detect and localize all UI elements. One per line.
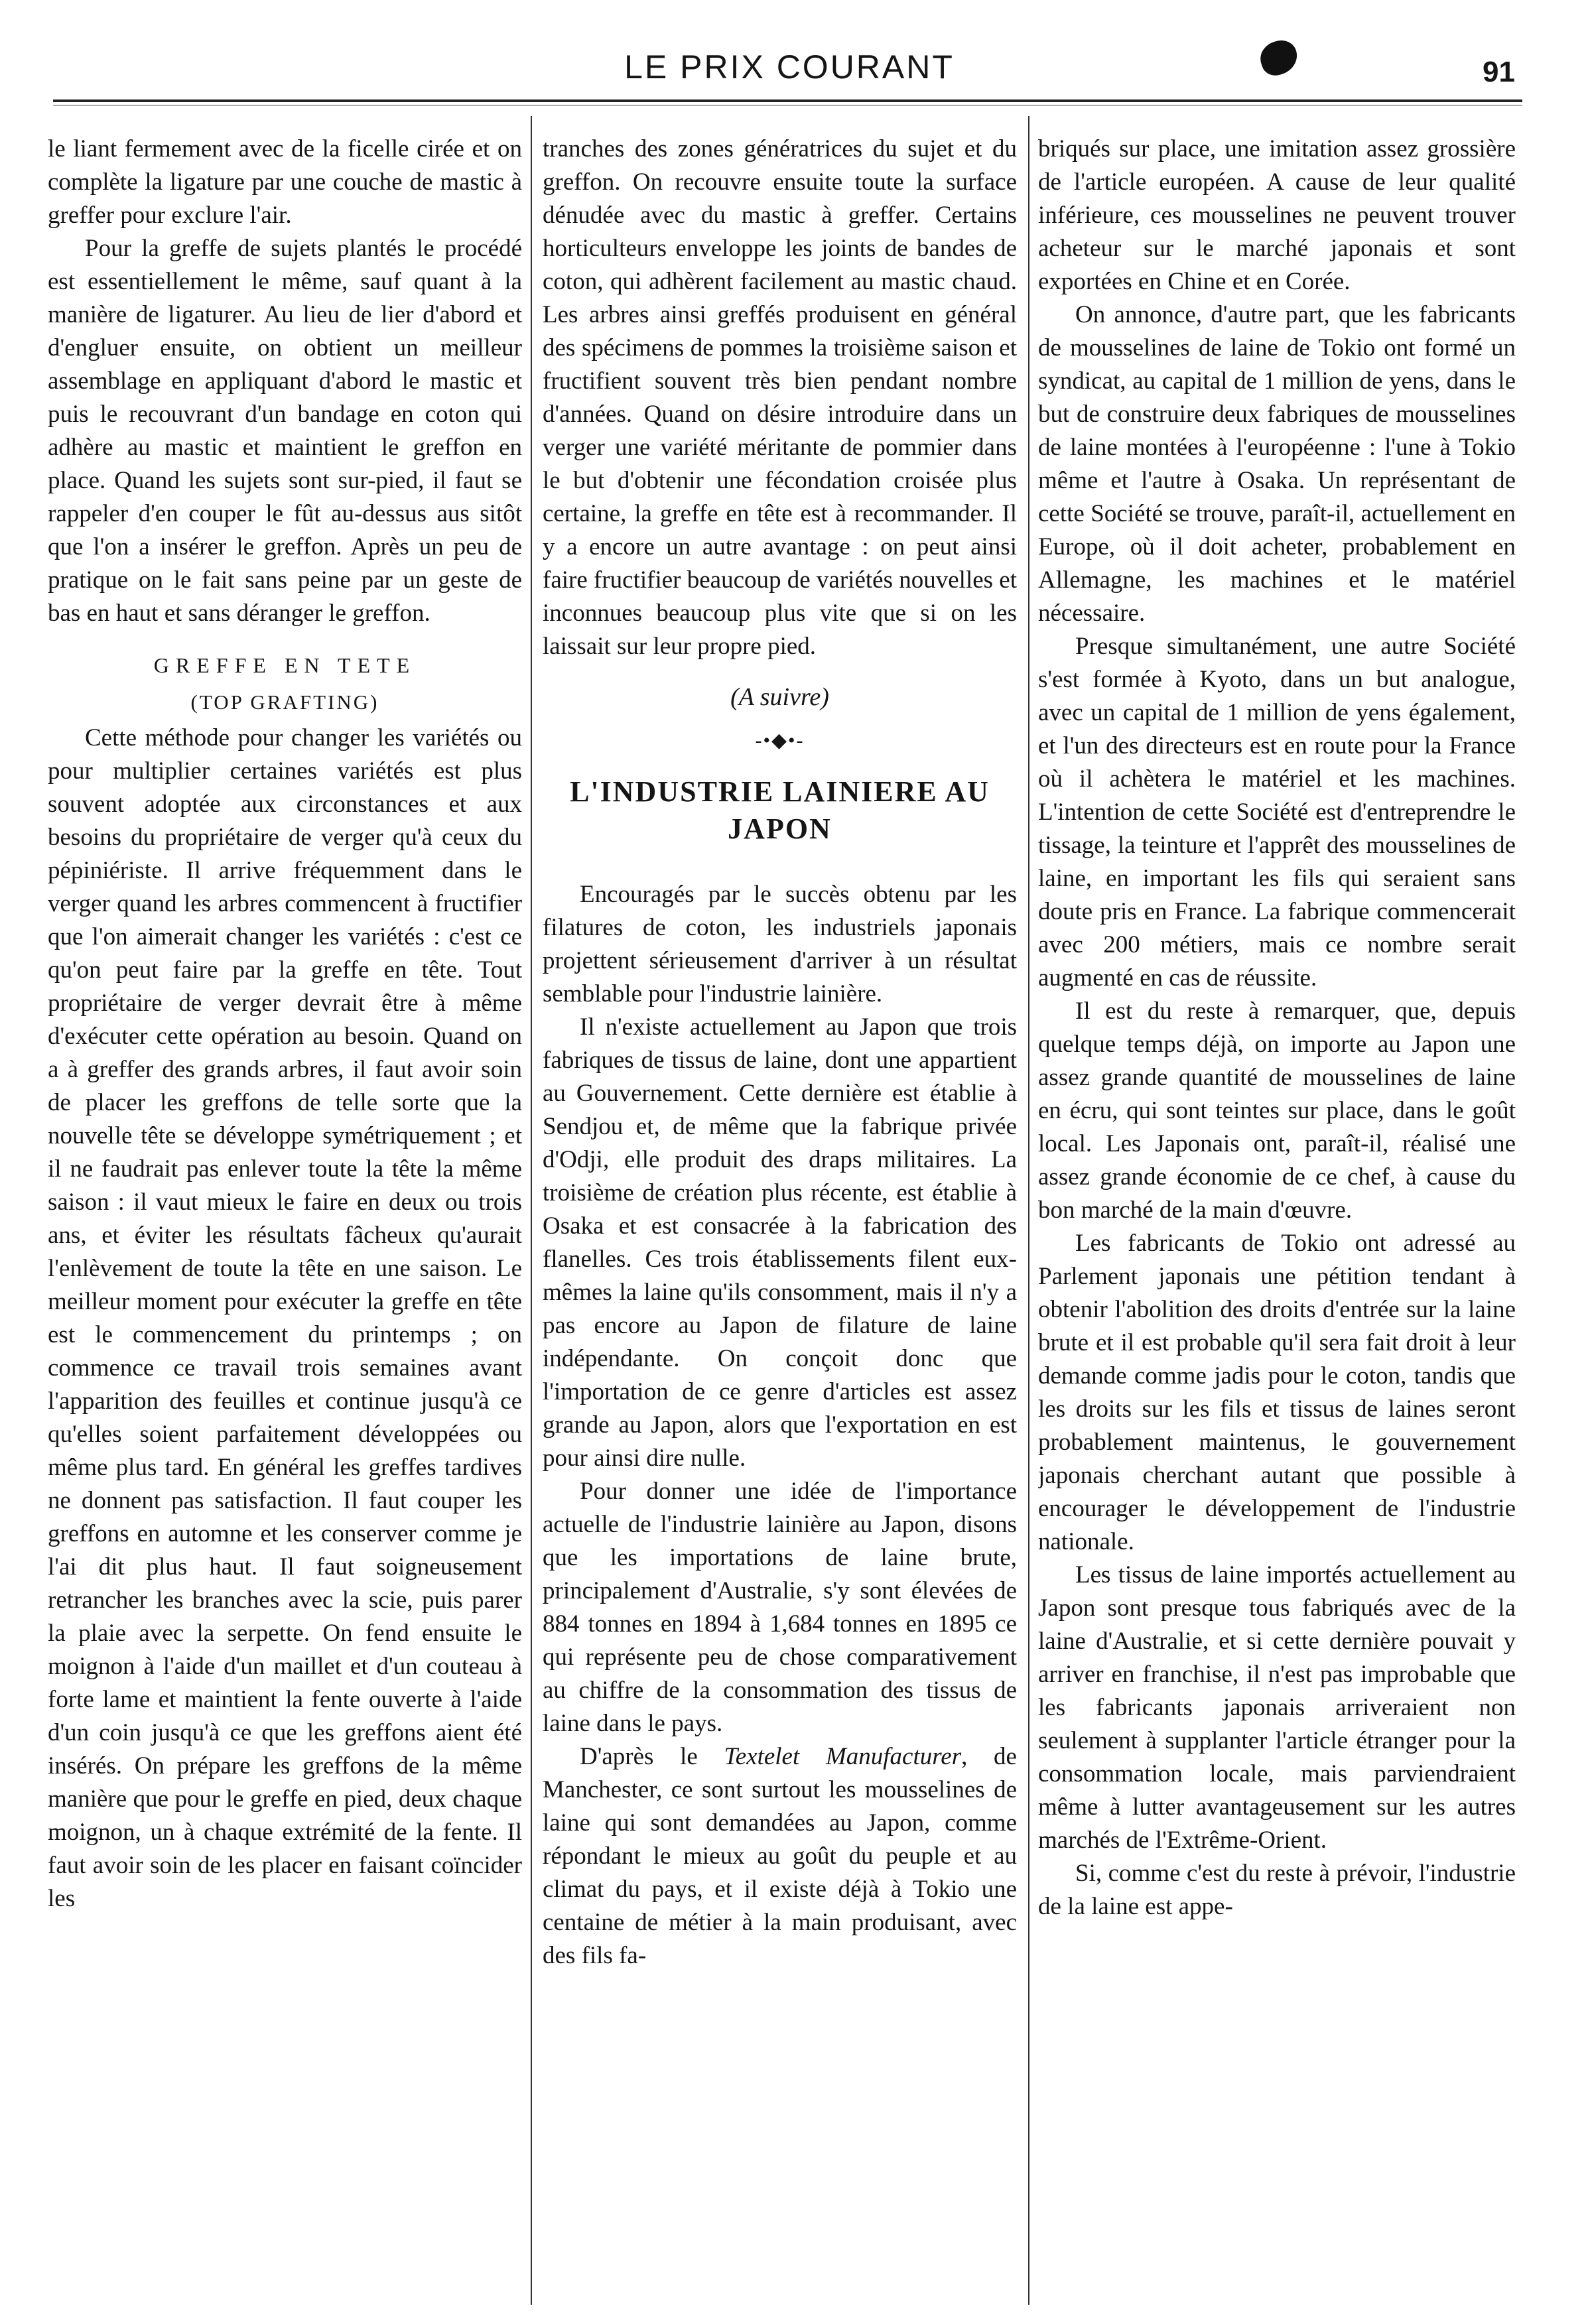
ornament: -•◆•- <box>755 730 805 751</box>
paragraph: Cette méthode pour changer les variétés ou pour multiplier certaines variétés est plus souvent adoptée aux circonstances et aux besoins du propriétaire de verger qu'à ceux du pépiniériste. Il arrive fréquemment dans le verger quand les arbres commencent à fructifier que l'on aimerait changer les variétés : c'est ce qu'on peut faire par la greffe en tête. Tout propriétaire de verger devrait être à même d'exécuter cette opération au besoin. Quand on a à greffer des grands arbres, il faut avoir soin de placer les greffons de telle sorte que la nouvelle tête se développe symétriquement ; et il ne faudrait pas enlever toute la tête la même saison : il vaut mieux le faire en deux ou trois ans, et éviter les résultats fâcheux qu'aurait l'enlèvement de toute la tête en une saison. Le meilleur moment pour exécuter la greffe en tête est le commencement du printemps ; on commence ce travail trois semaines avant l'apparition des feuilles et continue jusqu'à ce qu'elles soient parfaitement développées ou même plus tard. En général les greffes tardives ne donnent pas satisfaction. Il faut couper les greffons en automne et les conserver comme je l'ai dit plus haut. Il faut soigneusement retrancher les branches avec la scie, puis parer la plaie avec la serpette. On fend ensuite le moignon à l'aide d'un maillet et d'un couteau à forte lame et maintient la fente ouverte à l'aide d'un coin jusqu'à ce que les greffons aient été insérés. On prépare les greffons de la même manière que pour le greffe en pied, deux chaque moignon, un à chaque extrémité de la fente. Il faut avoir soin de les placer en faisant coïncider les <box>48 724 522 1912</box>
column-divider <box>531 116 532 2305</box>
ink-blot <box>1256 36 1302 80</box>
paragraph: le liant fermement avec de la ficelle cirée et on complète la ligature par une couche de mastic à greffer pour exclure l'air. <box>48 135 522 229</box>
article-title: L'INDUSTRIE LAINIERE AU JAPON <box>570 775 990 845</box>
paragraph: Encouragés par le succès obtenu par les filatures de coton, les industriels japonais projettent sérieusement d'arriver à un résultat semblable pour l'industrie lainière. <box>543 881 1017 1007</box>
journal-title: Textelet Manufacturer <box>724 1743 962 1770</box>
paragraph: Les tissus de laine importés actuellement au Japon sont presque tous fabriqués avec de la laine d'Australie, et si cette dernière pouvait y arriver en franchise, il n'est pas improbable que les fabricants japonais arriveraient non seulement à supplanter l'article étranger pour la consommation locale, mais parviendraient même à lutter avantageusement sur les autres marchés de l'Extrême-Orient. <box>1038 1561 1516 1854</box>
paragraph: briqués sur place, une imitation assez grossière de l'article européen. A cause de leur qualité inférieure, ces mousselines ne peuvent trouver acheteur sur le marché japonais et sont exportées en Chine et en Corée. <box>1038 135 1516 295</box>
column-2 <box>543 133 1017 2288</box>
paragraph: Il est du reste à remarquer, que, depuis quelque temps déjà, on importe au Japon une assez grande quantité de mousselines de laine en écru, qui sont teintes sur place, dans le goût local. Les Japonais ont, paraît-il, réalisé une assez grande économie de ce chef, à cause du bon marché de la main d'œuvre. <box>1038 998 1516 1224</box>
column-divider <box>1028 116 1029 2305</box>
paragraph: tranches des zones génératrices du sujet et du greffon. On recouvre ensuite toute la surface dénudée avec du mastic à greffer. Certains horticulteurs enveloppe les joints de bandes de coton, qui adhèrent facilement au mastic chaud. Les arbres ainsi greffés produisent en général des spécimens de pommes la troisième saison et fructifient souvent très bien pendant nombre d'années. Quand on désire introduire dans un verger une variété méritante de pommier dans le but d'obtenir une fécondation croisée plus certaine, la greffe en tête est à recommander. Il y a encore un autre avantage : on peut ainsi faire fructifier beaucoup de variétés nouvelles et inconnues beaucoup plus vite que si on les laissait sur leur propre pied. <box>543 135 1017 660</box>
page-header <box>0 0 1588 106</box>
paragraph: Presque simultanément, une autre Société s'est formée à Kyoto, dans un but analogue, avec un capital de 1 million de yens également, et l'un des directeurs est en route pour la France où il achètera le matériel et les machines. L'intention de cette Société est d'entreprendre le tissage, la teinture et l'apprêt des mousselines de laine, en important les fils qui seraient sans doute pris en France. La fabrique commencerait avec 200 métiers, mais ce nombre serait augmenté en cas de réussite. <box>1038 633 1516 992</box>
column-1 <box>48 133 522 2288</box>
paragraph: Si, comme c'est du reste à prévoir, l'industrie de la laine est appe- <box>1038 1860 1516 1920</box>
section-heading: GREFFE EN TETE <box>153 653 417 677</box>
column-3 <box>1038 133 1516 2288</box>
page-number: 91 <box>1483 56 1515 88</box>
to-be-continued: (A suivre) <box>730 683 829 711</box>
text: , de Manchester, ce sont surtout les mousselines de laine qui sont demandées au Japon, comme répondant le mieux au goût du peuple et au climat du pays, et il existe déjà à Tokio une centaine de métier à la main produisant, avec des fils fa- <box>543 1743 1017 1969</box>
paragraph: On annonce, d'autre part, que les fabricants de mousselines de laine de Tokio ont formé un syndicat, au capital de 1 million de yens, dans le but de construire deux fabriques de mousselines de laine montées à l'européenne : l'une à Tokio même et l'autre à Osaka. Un représentant de cette Société se trouve, paraît-il, actuellement en Europe, où il doit acheter, probablement en Allemagne, les machines et le matériel nécessaire. <box>1038 301 1516 627</box>
text: D'après le <box>580 1743 724 1770</box>
paragraph: Pour la greffe de sujets plantés le procédé est essentiellement le même, sauf quant à la manière de ligaturer. Au lieu de lier d'abord et d'engluer ensuite, on obtient un meilleur assemblage en appliquant d'abord le mastic et puis le recouvrant d'un bandage en coton qui adhère au mastic et maintient le greffon en place. Quand les sujets sont sur-pied, il faut se rappeler d'en couper le fût au-dessus aus sitôt que l'on a insérer le greffon. Après un peu de pratique on le fait sans peine par un geste de bas en haut et sans déranger le greffon. <box>48 235 522 627</box>
paragraph <box>543 1740 1017 1972</box>
paragraph: Il n'existe actuellement au Japon que trois fabriques de tissus de laine, dont une appartient au Gouvernement. Cette dernière est établie à Sendjou et, de même que la fabrique privée d'Odji, elle produit des draps militaires. La troisième de création plus récente, est établie à Osaka et est consacrée à la fabrication des flanelles. Ces trois établissements filent eux-mêmes la laine qu'ils consomment, mais il n'y a pas encore au Japon de filature de laine indépendante. On conçoit donc que l'importation de ce genre d'articles est assez grande au Japon, alors que l'exportation en est pour ainsi dire nulle. <box>543 1013 1017 1472</box>
header-rule <box>53 99 1522 102</box>
running-title: LE PRIX COURANT <box>624 48 955 86</box>
paragraph: Pour donner une idée de l'importance actuelle de l'industrie lainière au Japon, disons que les importations de laine brute, principalement d'Australie, s'y sont élevées de 884 tonnes en 1894 à 1,684 tonnes en 1895 ce qui représente peu de chose comparativement au chiffre de la consommation des tissus de laine dans le pays. <box>543 1478 1017 1737</box>
section-subheading: (TOP GRAFTING) <box>190 690 379 714</box>
paragraph: Les fabricants de Tokio ont adressé au Parlement japonais une pétition tendant à obtenir l'abolition des droits d'entrée sur la laine brute et il est probable qu'il sera fait droit à leur demande comme jadis pour le coton, tandis que les droits sur les fils et tissus de laines seront probablement maintenus, le gouvernement japonais cherchant autant que possible à encourager le développement de l'industrie nationale. <box>1038 1230 1516 1555</box>
